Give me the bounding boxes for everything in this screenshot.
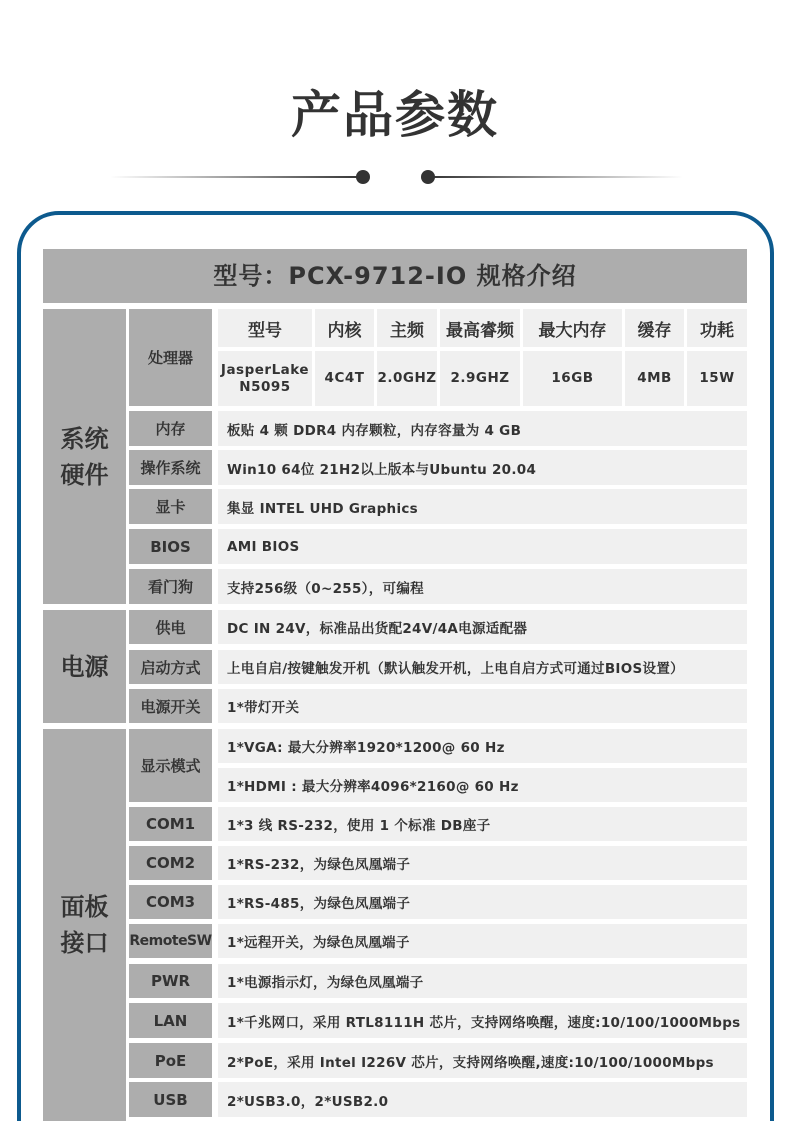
cpu-header-base-freq: 主频 — [377, 309, 437, 347]
row-value-pwr: 1*电源指示灯，为绿色凤凰端子 — [218, 964, 747, 998]
row-value-os: Win10 64位 21H2以上版本与Ubuntu 20.04 — [218, 450, 747, 485]
divider-line-right — [428, 176, 683, 178]
row-label-lan: LAN — [129, 1003, 212, 1038]
title-divider — [0, 170, 790, 184]
cpu-value-turbo-freq: 2.9GHZ — [440, 351, 520, 406]
row-label-watchdog: 看门狗 — [129, 569, 212, 604]
row-label-power-switch: 电源开关 — [129, 689, 212, 723]
cpu-header-cache: 缓存 — [625, 309, 684, 347]
row-label-com2: COM2 — [129, 846, 212, 880]
cpu-value-max-memory: 16GB — [523, 351, 622, 406]
row-label-poe: PoE — [129, 1043, 212, 1078]
divider-dot-left — [356, 170, 370, 184]
cpu-model-line: JasperLake — [220, 361, 310, 378]
category-panel-interfaces — [43, 729, 126, 1121]
row-label-os: 操作系统 — [129, 450, 212, 485]
cpu-header-max-memory: 最大内存 — [523, 309, 622, 347]
cpu-model-line: N5095 — [239, 378, 291, 395]
cpu-value-model — [218, 351, 312, 406]
category-line: 面板 — [60, 893, 109, 921]
row-label-com3: COM3 — [129, 885, 212, 919]
row-label-processor: 处理器 — [129, 309, 212, 406]
row-value-graphics: 集显 INTEL UHD Graphics — [218, 489, 747, 524]
row-value-com1: 1*3 线 RS-232，使用 1 个标准 DB座子 — [218, 807, 747, 841]
row-value-display-hdmi: 1*HDMI : 最大分辨率4096*2160@ 60 Hz — [218, 768, 747, 802]
row-value-com3: 1*RS-485，为绿色凤凰端子 — [218, 885, 747, 919]
cpu-header-turbo-freq: 最高睿频 — [440, 309, 520, 347]
cpu-header-power: 功耗 — [687, 309, 747, 347]
row-value-remote-switch: 1*远程开关，为绿色凤凰端子 — [218, 924, 747, 958]
cpu-value-cache: 4MB — [625, 351, 684, 406]
row-value-power-supply: DC IN 24V，标准品出货配24V/4A电源适配器 — [218, 610, 747, 644]
category-system-hardware — [43, 309, 126, 604]
category-line: 系统 — [60, 424, 109, 453]
row-value-usb: 2*USB3.0，2*USB2.0 — [218, 1082, 747, 1117]
row-value-lan: 1*千兆网口，采用 RTL8111H 芯片，支持网络唤醒，速度:10/100/1000Mbps — [218, 1003, 747, 1038]
row-value-watchdog: 支持256级（0~255），可编程 — [218, 569, 747, 604]
row-label-pwr: PWR — [129, 964, 212, 998]
row-value-com2: 1*RS-232，为绿色凤凰端子 — [218, 846, 747, 880]
row-label-usb: USB — [129, 1082, 212, 1117]
row-value-bios: AMI BIOS — [218, 529, 747, 564]
cpu-header-cores: 内核 — [315, 309, 374, 347]
row-label-com1: COM1 — [129, 807, 212, 841]
row-value-poe: 2*PoE，采用 Intel I226V 芯片，支持网络唤醒,速度:10/100/1000Mbps — [218, 1043, 747, 1078]
cpu-value-cores: 4C4T — [315, 351, 374, 406]
cpu-header-model: 型号 — [218, 309, 312, 347]
cpu-value-base-freq: 2.0GHZ — [377, 351, 437, 406]
cpu-value-power: 15W — [687, 351, 747, 406]
category-power — [43, 610, 126, 723]
category-line: 电源 — [60, 652, 109, 681]
row-label-power-supply: 供电 — [129, 610, 212, 644]
category-line: 硬件 — [60, 460, 109, 489]
row-label-graphics: 显卡 — [129, 489, 212, 524]
row-label-display: 显示模式 — [129, 729, 212, 802]
divider-line-left — [110, 176, 363, 178]
row-label-remote-switch: RemoteSW — [129, 924, 212, 958]
spec-table-title: 型号：PCX-9712-IO 规格介绍 — [43, 249, 747, 303]
row-value-memory: 板贴 4 颗 DDR4 内存颗粒，内存容量为 4 GB — [218, 411, 747, 446]
page-title: 产品参数 — [291, 86, 499, 144]
row-value-boot-mode: 上电自启/按键触发开机（默认触发开机，上电自启方式可通过BIOS设置） — [218, 650, 747, 684]
category-line: 接口 — [60, 929, 109, 957]
row-label-boot-mode: 启动方式 — [129, 650, 212, 684]
row-value-display-vga: 1*VGA: 最大分辨率1920*1200@ 60 Hz — [218, 729, 747, 763]
row-value-power-switch: 1*带灯开关 — [218, 689, 747, 723]
row-label-bios: BIOS — [129, 529, 212, 564]
row-label-memory: 内存 — [129, 411, 212, 446]
